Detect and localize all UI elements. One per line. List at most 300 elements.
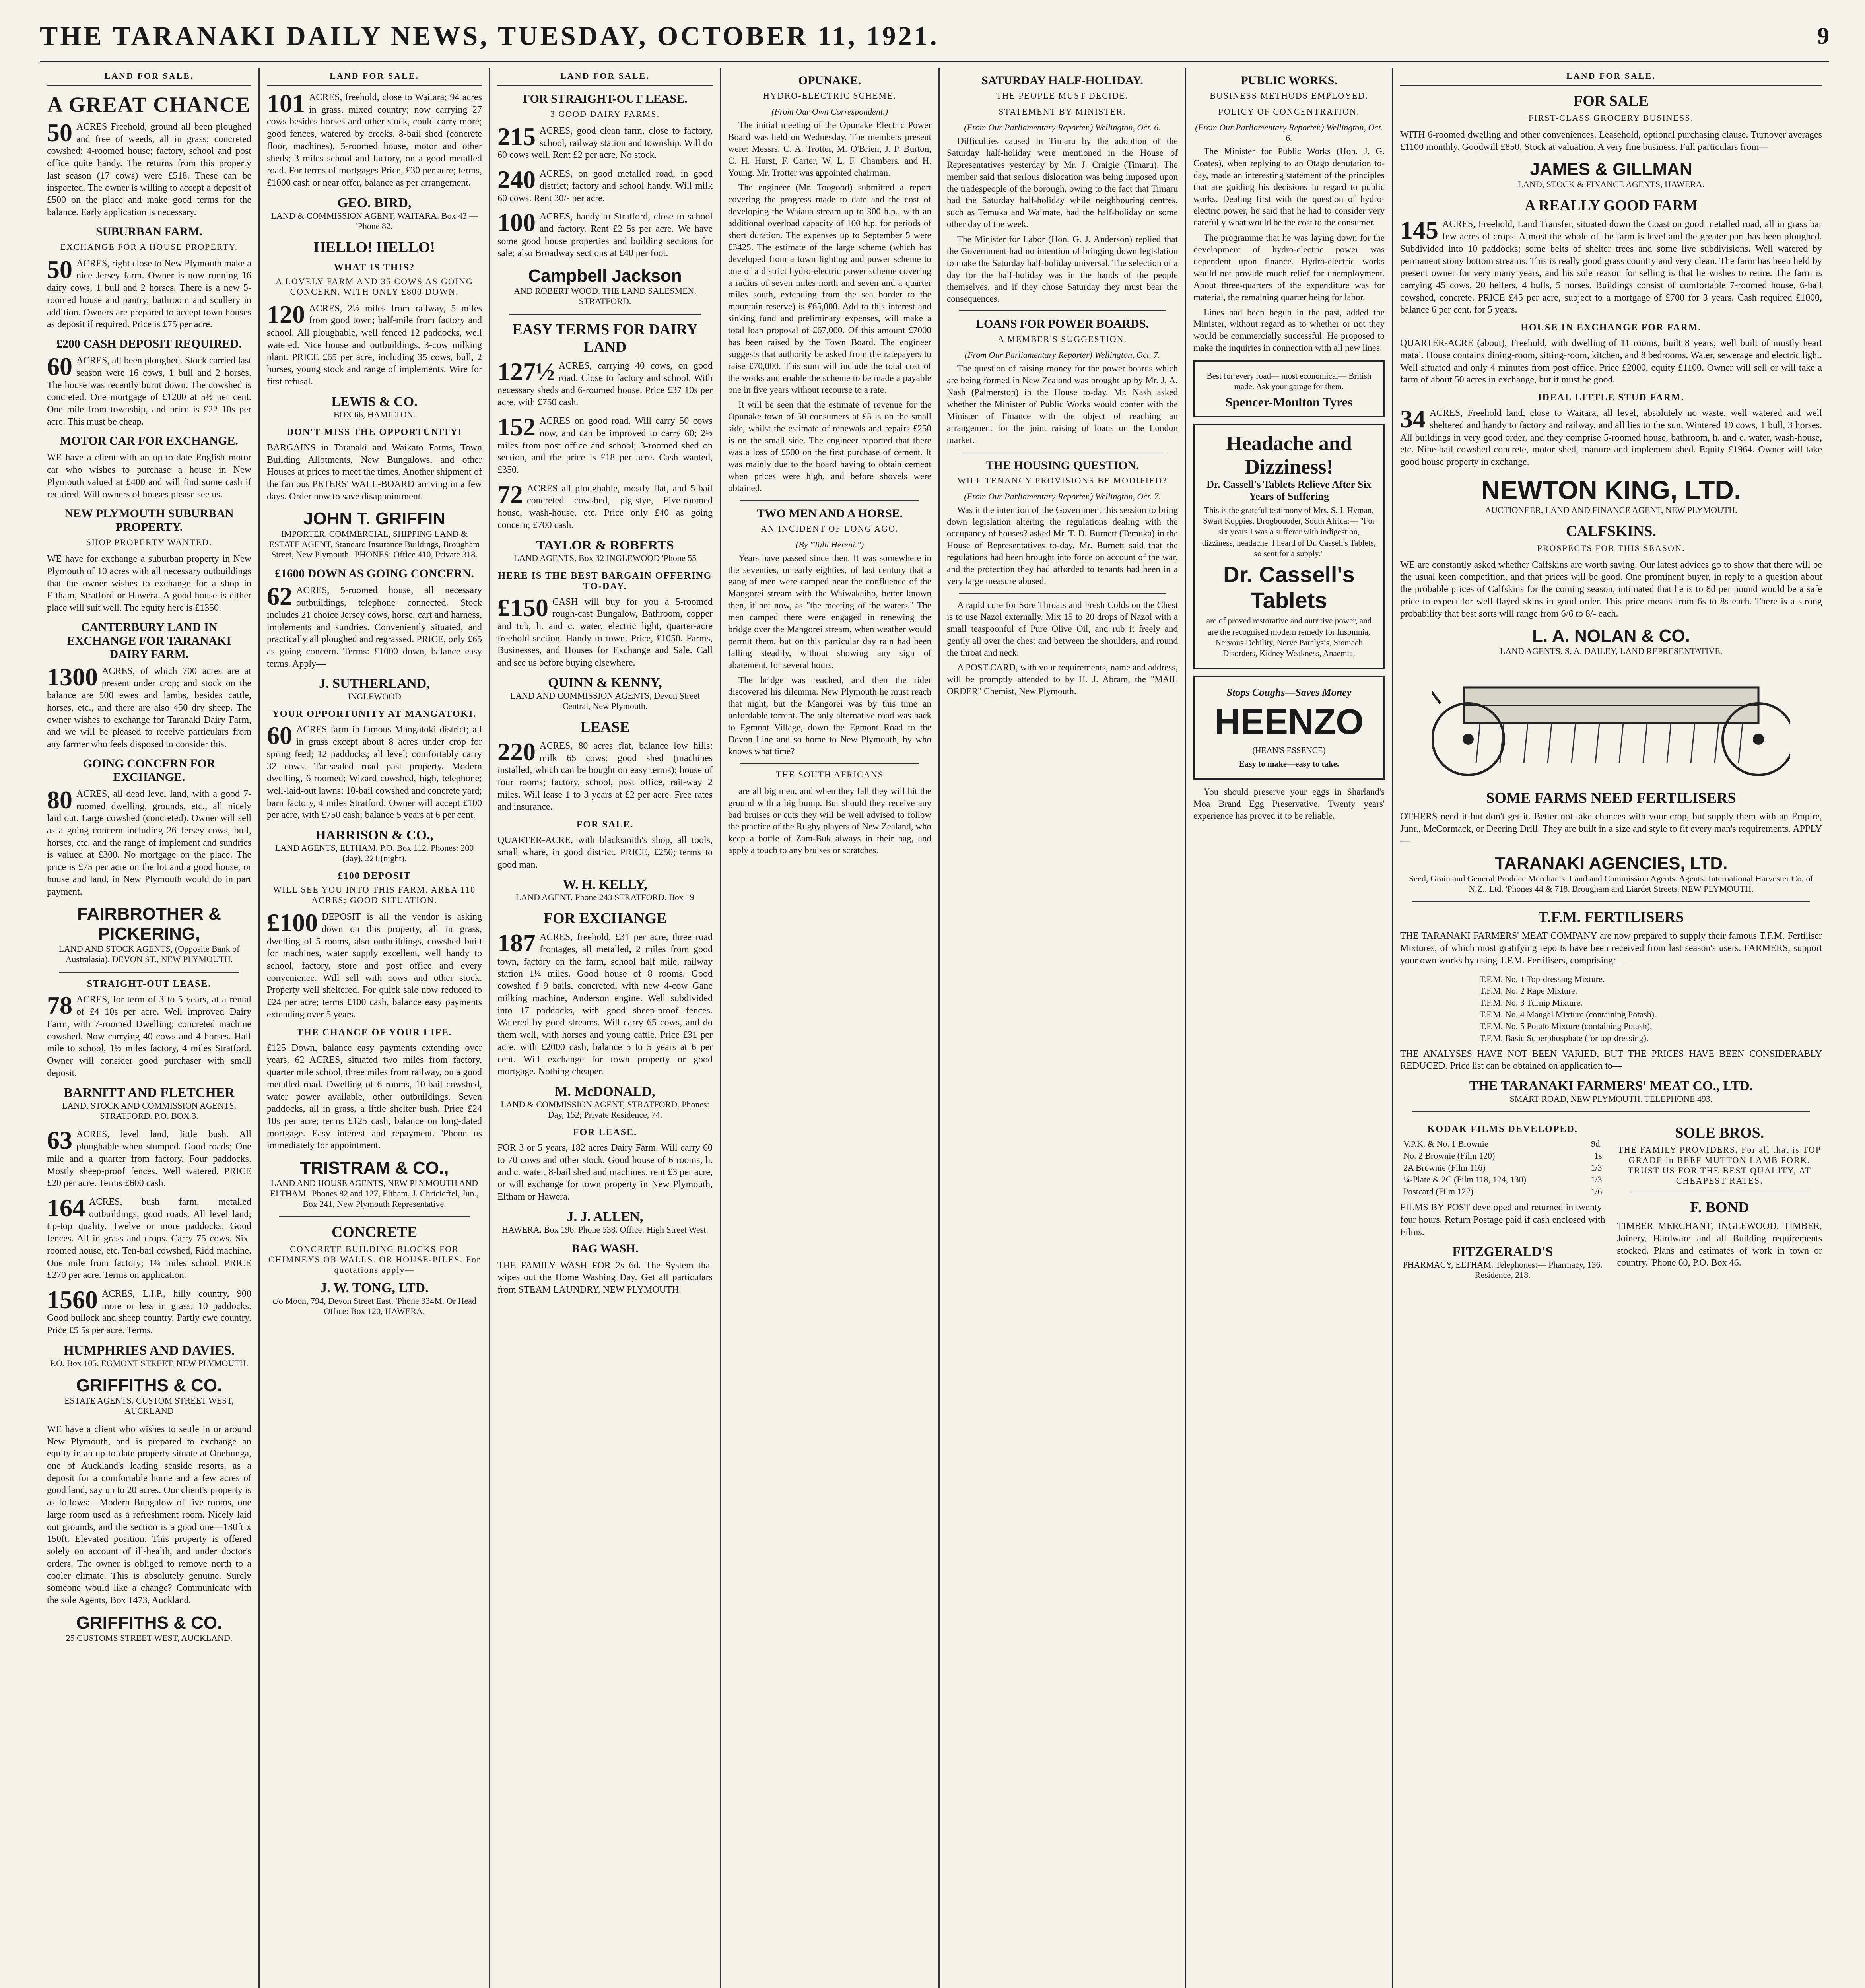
agent-block [47, 1376, 251, 1416]
advert-text: BARGAINS in Taranaki and Waikato Farms, Town Building Allotments, New Bungalows, and other Houses at prices to meet the times. Another shipment of the famous PETERS' WALL-BOARD arriving in a few days. Order now to save disappointment. [267, 442, 482, 502]
advert-text: ACRES, of which 700 acres are at present under crop; and stock on the balance are 500 ewes and lambs, besides cattle, horses, etc., and there are also 450 dry sheep. The owner wishes to exchange for Taranaki Dairy Farm, and we will be pleased to receive particulars from any farmer who feels disposed to consider this. [47, 666, 251, 750]
advert-text: ACRES Freehold, ground all been ploughed and free of weeds, all in grass; concreted cowshed; 4-roomed house; factory, school and post office quite handy. The returns from this property last season (17 cows) were £518. These can be inspected. The owner is willing to accept a deposit of £500 on the place and make good terms for the balance. Early application is necessary. [47, 122, 251, 218]
ad-headline: SOLE BROS. [1675, 1124, 1764, 1142]
ad-headline: A GREAT CHANCE [47, 93, 251, 116]
land-advert [47, 662, 251, 751]
divider [1412, 1111, 1810, 1112]
table-row [1400, 1138, 1605, 1150]
ad-headline: FOR LEASE. [573, 1127, 637, 1138]
agent-name: Campbell Jackson [528, 266, 682, 286]
agent-name: THE TARANAKI FARMERS' MEAT CO., LTD. [1469, 1079, 1753, 1094]
agent-name: J. J. ALLEN, [567, 1209, 643, 1224]
column-4 [721, 68, 938, 1988]
ad-headline: IDEAL LITTLE STUD FARM. [1538, 392, 1684, 403]
agent-name: BARNITT AND FLETCHER [63, 1085, 235, 1101]
acreage: 50 [47, 118, 72, 147]
divider [59, 972, 239, 973]
land-advert [497, 593, 713, 669]
list-item: T.F.M. No. 1 Top-dressing Mixture. [1480, 974, 1605, 984]
advert-text: WITH 6-roomed dwelling and other conveniences. Leasehold, optional purchasing clause. Turnover averages £1100 monthly. Goodwill £850. Stock at valuation. A very fine business. Full particulars from— [1400, 130, 1822, 152]
advert-text: are of proved restorative and nutritive power, and are the recognised modern remedy for Insomnia, Nervous Debility, Nerve Paralysis, Stomach Disorders, Kidney Weakness, Anaemia. [1206, 616, 1372, 658]
agent-details: LAND AGENTS. S. A. DAILEY, LAND REPRESENTATIVE. [1500, 646, 1723, 656]
ad-headline: MOTOR CAR FOR EXCHANGE. [60, 434, 238, 448]
acreage: 62 [267, 582, 292, 611]
agent-details: LAND AND COMMISSION AGENTS, Devon Street Central, New Plymouth. [510, 690, 700, 711]
ad-headline: EASY TERMS FOR DAIRY LAND [512, 321, 698, 356]
ad-headline: FOR EXCHANGE [543, 910, 667, 927]
land-advert [47, 1128, 251, 1190]
column-2 [260, 68, 489, 1988]
article-dateline: (From Our Parliamentary Reporter) Wellington, Oct. 7. [964, 350, 1160, 360]
agent-name: J. SUTHERLAND, [319, 676, 430, 691]
article-paragraph: The Minister for Labor (Hon. G. J. Anderson) replied that the Government had no intention of bringing down legislation to make the Saturday half-holiday universal. The selection of a day for the half-holiday was in the hands of the people themselves, and if they chose Saturday they must bear the consequences. [947, 234, 1178, 304]
price-item: V.P.K. & No. 1 Brownie [1403, 1139, 1488, 1149]
list-item: T.F.M. Basic Superphosphate (for top-dressing). [1480, 1033, 1649, 1043]
agent-block [497, 266, 713, 307]
brand-name: Dr. Cassell's Tablets [1223, 562, 1355, 613]
advert-text: ACRES, bush farm, metalled outbuildings, good roads. All level land; tip-top quality. Twelve or more paddocks. Good fences. All in grass and crops. Carry 75 cows. Six-roomed house, etc. Ten-bail cowshed, Ridd machine. One mile from factory; 1¾ miles school. PRICE £270 per acre. Terms on application. [47, 1196, 251, 1281]
agent-name: HARRISON & CO., [315, 828, 433, 843]
acreage: £100 [267, 909, 318, 937]
agent-block [47, 904, 251, 965]
land-advert [1400, 218, 1822, 316]
price-item: 2A Brownie (Film 116) [1403, 1163, 1486, 1173]
agent-details: IMPORTER, COMMERCIAL, SHIPPING LAND & ESTATE AGENT, Standard Insurance Buildings, Brougham Street, New Plymouth. 'PHONES: Office 410, Private 318. [269, 529, 480, 560]
advert-text: Easy to make—easy to take. [1239, 759, 1339, 769]
advert-text: WE have a client who wishes to settle in or around New Plymouth, and is prepared to exchange an equity in an up-to-date property situate at Onehunga, one of Auckland's leading seaside resorts, as a deposit for a comfortable home and a few acres of good land, say up to 20 acres. Our client's property is as follows:—Modern Bungalow of five rooms, one large room used as a refreshment room. Nicely laid out grounds, and the section is a good one—130ft x 150ft. Elevated position. This property is offered solely on account of ill-health, and under doctor's orders. The owner is obliged to remove north to a cooler climate. This is absolutely genuine. Surely someone would like a change? Communicate with the sole Agents, Box 1473, Auckland. [47, 1424, 251, 1606]
acreage: 101 [267, 89, 305, 117]
section-heading: LAND FOR SALE. [1400, 68, 1822, 86]
ad-headline: GOING CONCERN FOR EXCHANGE. [83, 757, 216, 784]
column-1 [40, 68, 258, 1988]
acreage: 1560 [47, 1285, 98, 1314]
table-row [1400, 1162, 1605, 1174]
advert-text: ACRES, 80 acres flat, balance low hills; milk 65 cows; good shed (machines installed, which can be bought on easy terms); house of four rooms; factory, school, post office, rail-way 2 miles. Will lease 1 to 3 years at £2 per acre. Free rates and insurance. [497, 740, 713, 812]
agent-details: ESTATE AGENTS. CUSTOM STREET WEST, AUCKLAND [64, 1395, 234, 1416]
land-advert [47, 991, 251, 1079]
advert-text: ACRES, all been ploughed. Stock carried last season were 16 cows, 1 bull and 2 horses. The house was recently burnt down. The cowshed is concreted. One mortgage of £1200 at 5½ per cent. One mile from township, and price is £22 10s per acre. This must be cheap. [47, 355, 251, 427]
land-advert [497, 480, 713, 532]
ad-headline: WHAT IS THIS? [334, 262, 415, 273]
section-heading: LAND FOR SALE. [47, 68, 251, 86]
agent-details: LAND AND STOCK AGENTS, (Opposite Bank of Australasia). DEVON ST., NEW PLYMOUTH. [58, 944, 240, 965]
advert-text: ACRES, Freehold, Land Transfer, situated down the Coast on good metalled road, all in grass bar few acres of crops. Almost the whole of the farm is level and the greater part has been ploughed. Subdivided into 10 paddocks; some belts of shelter trees and some live subdivisions. Well watered by permanent stony bottom streams. This is really good grass country and very clean. The farm has been held by present owner for very many years, and his sole reason for selling is that he wishes to retire. The farm is carrying 45 cows, 20 heifers, 4 bulls, 5 horses. Buildings consist of comfortable 7-roomed house, 6-bail cowshed, concrete. PRICE £45 per acre, subject to a mortgage of £700 for 3 years. Cash required £1000, balance 6 per cent. for 5 years. [1400, 219, 1822, 315]
agent-name: TRISTRAM & CO., [300, 1158, 449, 1178]
ad-headline: THE CHANCE OF YOUR LIFE. [297, 1027, 452, 1038]
advert-text: THE FAMILY WASH FOR 2s 6d. The System that wipes out the Home Washing Day. Get all particulars from STEAM LAUNDRY, NEW PLYMOUTH. [497, 1260, 713, 1295]
land-advert [497, 165, 713, 204]
agent-details: P.O. Box 105. EGMONT STREET, NEW PLYMOUTH. [50, 1358, 249, 1368]
ad-headline: HERE IS THE BEST BARGAIN OFFERING TO-DAY. [498, 570, 712, 592]
article-paragraph: are all big men, and when they fall they will hit the ground with a big bump. But should they receive any bad bruises or cuts they will be well advised to follow the practice of the Rugby players of New Zealand, who keep a bottle of Zam-Buk always in their bag, and apply a touch to any bruises or scratches. [728, 786, 931, 856]
masthead [40, 12, 1829, 62]
agent-details: HAWERA. Box 196. Phone 538. Office: High Street West. [502, 1224, 708, 1235]
land-advert [497, 931, 713, 1078]
article-headline: THE HOUSING QUESTION. [985, 458, 1139, 472]
advert-text: ACRES, freehold, close to Waitara; 94 acres in grass, mixed country; now carrying 27 cows besides horses and other stock, could carry more; good fences, watered by creeks, 8-bail shed (concrete floor, machines), 5-roomed house, motor and other sheds; 3 miles school and factory, on a good metalled road. For terms of mortgages Price, £30 per acre; terms, £1000 cash or near offer, balance as per arrangement. [267, 92, 482, 188]
agent-name: JOHN T. GRIFFIN [303, 509, 445, 529]
acreage: 80 [47, 785, 72, 814]
agent-name: GRIFFITHS & CO. [76, 1613, 222, 1633]
acreage: 63 [47, 1126, 72, 1155]
advert-text: WE have a client with an up-to-date English motor car who wishes to purchase a house in New Plymouth valued at £400 and will find some cash if required. Will owners of houses please see us. [47, 452, 251, 500]
agent-block [497, 538, 713, 563]
ad-headline: A REALLY GOOD FARM [1525, 197, 1698, 214]
advert-subheading: Dr. Cassell's Tablets Relieve After Six Years of Suffering [1206, 478, 1372, 502]
land-advert [47, 785, 251, 898]
article-subheading: A MEMBER'S SUGGESTION. [998, 334, 1127, 344]
advert-text: TIMBER MERCHANT, INGLEWOOD. TIMBER, Joinery, Hardware and all Building requirements stocked. Plans and estimates of work in town or country. 'Phone 60, P.O. Box 46. [1617, 1221, 1822, 1268]
agent-block [267, 676, 482, 702]
advert-text: QUARTER-ACRE (about), Freehold, with dwelling of 11 rooms, built 8 years; well built of mostly heart matai. House contains dining-room, sitting-room, kitchen, and 8 bedrooms. Water, sewerage and electric light. Well situated and only 4 minutes from post office. Price £2000, equity £1100. Owner will sell or will take a farm of about 50 acres in exchange, but it must be good. [1400, 338, 1822, 385]
land-advert [497, 208, 713, 260]
agent-block [497, 1084, 713, 1120]
article-headline: LOANS FOR POWER BOARDS. [975, 317, 1149, 331]
agent-block [497, 1209, 713, 1235]
divider [279, 1216, 470, 1217]
column-7 [1393, 68, 1829, 1988]
agent-name: FAIRBROTHER & PICKERING, [77, 904, 221, 944]
article-subheading: STATEMENT BY MINISTER. [999, 107, 1126, 116]
article-paragraph: The Minister for Public Works (Hon. J. G. Coates), when replying to an Otago deputation to-day, made an interesting statement of the principles that are guiding his decisions in regard to public works. Dealing first with the question of hydro-electric power, he said that he had to consider very carefully what would be the cost to the consumer. [1193, 146, 1385, 228]
land-advert [47, 255, 251, 331]
agent-block [1400, 159, 1822, 190]
list-item: T.F.M. No. 2 Rape Mixture. [1480, 986, 1577, 996]
article-headline: SATURDAY HALF-HOLIDAY. [981, 74, 1143, 87]
article-subheading: WILL TENANCY PROVISIONS BE MODIFIED? [957, 475, 1168, 485]
ad-headline: NEW PLYMOUTH SUBURBAN PROPERTY. [64, 507, 234, 534]
agent-block [1400, 1079, 1822, 1104]
ad-headline: CANTERBURY LAND IN EXCHANGE FOR TARANAKI DAIRY FARM. [67, 620, 231, 661]
price-item: Postcard (Film 122) [1403, 1186, 1473, 1197]
table-row [1400, 1150, 1605, 1162]
advert-text: ACRES, 5-roomed house, all necessary outbuildings, telephone connected. Stock includes 21 choice Jersey cows, horse, cart and harness, implements and sundries. Conveniently situated, and practically all ploughed and regrassed. PRICE, only £65 as going concern. Terms: £1000 down, balance easy terms. Apply— [267, 585, 482, 669]
article-subheading: HYDRO-ELECTRIC SCHEME. [763, 91, 896, 101]
acreage: 145 [1400, 216, 1438, 245]
page-number: 9 [1817, 22, 1829, 49]
acreage: 215 [497, 122, 536, 151]
advert-text: ACRES farm in famous Mangatoki district; all in grass except about 8 acres under crop for spring feed; 12 paddocks; all level; comfortably carry 32 cows. Tar-sealed road past property. Modern dwelling, 6-roomed; Wizard cowshed, high, telephone; well-laid-out lawns; 10-bail cowshed and concrete yard; barn factory, 4 miles Stratford. Owner will accept £100 per acre, with £750 cash; balance 5 years at 6 per cent. [267, 724, 482, 821]
land-advert [47, 352, 251, 428]
agent-name: HUMPHRIES AND DAVIES. [63, 1343, 235, 1358]
table-row [1400, 1186, 1605, 1198]
advert-text: OTHERS need it but don't get it. Better not take chances with your crop, but supply them with an Empire, Junr., McCormack, or Deering Drill. They are built in a size and style to fit every man's requirements. APPLY— [1400, 812, 1822, 846]
agent-details: LAND, STOCK AND COMMISSION AGENTS. STRATFORD. P.O. BOX 3. [62, 1101, 237, 1121]
article-subheading: THE PEOPLE MUST DECIDE. [996, 91, 1129, 101]
land-advert [47, 1193, 251, 1281]
ad-headline: HELLO! HELLO! [313, 239, 435, 256]
article-dateline: (From Our Parliamentary Reporter.) Wellington, Oct. 7. [964, 491, 1161, 501]
agent-block [267, 828, 482, 864]
agent-name: NEWTON KING, LTD. [1481, 475, 1741, 505]
article-paragraph: The programme that he was laying down for the development of hydro-electric power was dependent upon finance. Hydro-electric works would not provide much relief for unemployment. About three-quarters of the expenditure was for material, the remaining quarter being for labor. [1193, 233, 1385, 302]
advert-text: FOR 3 or 5 years, 182 acres Dairy Farm. Will carry 60 to 70 cows and other stock. Good house of 6 rooms, h. and c. water, 8-bail shed and machines, rent £3 per acre, or will exchange for town property in New Plymouth, Eltham or Hawera. [497, 1142, 713, 1202]
agent-block [267, 509, 482, 560]
land-advert [267, 721, 482, 821]
divider [959, 593, 1166, 594]
agent-details: c/o Moon, 794, Devon Street East. 'Phone 334M. Or Head Office: Box 120, HAWERA. [272, 1296, 476, 1316]
ad-headline: FOR SALE. [576, 819, 634, 830]
article-subheading: THE SOUTH AFRICANS [776, 769, 884, 779]
agent-block [1400, 1244, 1605, 1280]
ad-headline: STRAIGHT-OUT LEASE. [87, 979, 212, 990]
acreage: 60 [47, 352, 72, 381]
agent-name: TARANAKI AGENCIES, LTD. [1494, 854, 1728, 874]
advert-text: ACRES, level land, little bush. All ploughable when stumped. Good roads; One mile and a quarter from factory. Four paddocks. Mostly sheep-proof fences. Well watered. PRICE £20 per acre. Terms £600 cash. [47, 1129, 251, 1189]
divider [740, 763, 919, 764]
heenzo-advert [1193, 676, 1385, 779]
ad-headline: BAG WASH. [571, 1242, 639, 1255]
agent-block [497, 676, 713, 711]
land-advert [497, 357, 713, 409]
advert-text: ACRES, all dead level land, with a good 7-roomed dwelling, grounds, etc., all nicely laid out. Large cowshed (concreted). Owner will sell as a going concern including 26 Jersey cows, bull, horses, etc. and the range of implement and sundries is valued at £300. No mortgage on the place. The price is £75 per acre on the lot and a good house, or house and land, in New Plymouth would do in part payment. [47, 788, 251, 897]
ad-headline: F. BOND [1690, 1199, 1749, 1216]
column-3 [490, 68, 720, 1988]
article-paragraph: It will be seen that the estimate of revenue for the Opunake town of 50 consumers at £5 is on the small side, whilst the estimate of renewals and repairs £250 is on the small side. The engineer reported that there was a loss of £500 on the first purchase of cement. It was mainly due to the board having to obtain cement when prices were high, and before shovels were obtained. [728, 400, 931, 493]
article-headline: PUBLIC WORKS. [1241, 74, 1337, 87]
price-item: ¼-Plate & 2C (Film 118, 124, 130) [1403, 1175, 1527, 1185]
advert-text: THE TARANAKI FARMERS' MEAT COMPANY are now prepared to supply their famous T.F.M. Fertiliser Mixtures, of which most gratifying reports have been received from last season's users. FARMERS, support your own works by using T.F.M. Fertilisers, comprising:— [1400, 931, 1822, 966]
ad-headline: £1600 DOWN AS GOING CONCERN. [275, 567, 474, 580]
agent-block [1400, 475, 1822, 515]
article-dateline: (From Our Parliamentary Reporter.) Wellington, Oct. 6. [1195, 122, 1383, 143]
ad-headline: SUBURBAN FARM. [96, 225, 202, 238]
article-paragraph: Was it the intention of the Government this session to bring down legislation altering the regulations dealing with the occupancy of houses? asked Mr. T. D. Burnett (Temuka) in the House of Representatives to-day. Mr. Burnett said that the regulations had been brought into force on account of the war, and the protection they had afforded to tenants had been in a very large measure abused. [947, 505, 1178, 586]
acreage: 1300 [47, 662, 98, 691]
article-paragraph: A rapid cure for Sore Throats and Fresh Colds on the Chest is to use Nazol externally. Mix 15 to 20 drops of Nazol with a small teaspoonful of Pure Olive Oil, and rub it freely and gently all over the chest and between the shoulders, and round the throat and neck. [947, 600, 1178, 658]
acreage: 220 [497, 737, 536, 766]
ad-headline: T.F.M. FERTILISERS [1538, 909, 1684, 926]
agent-name: FITZGERALD'S [1452, 1244, 1553, 1260]
advert-text: ACRES all ploughable, mostly flat, and 5-bail concreted cowshed, pig-stye, Five-roomed house, wash-house, etc. Price only £40 as going concern; £700 cash. [497, 483, 713, 530]
advert-text: CASH will buy for you a 5-roomed rough-cast Bungalow, Bathroom, copper and tub, h. and c. water, electric light, quarter-acre freehold section. Handy to town. Price, £1050. Farms, Businesses, and Houses for Exchange and Sale. Call and see us before buying elsewhere. [497, 596, 713, 668]
tyres-advert [1193, 360, 1385, 417]
advert-text: DEPOSIT is all the vendor is asking down on this property, all in grass, dwelling of 5 rooms, also outbuildings, cowshed built for machines, water supply excellent, well handy to school, factory, store and post office and every convenience. Will sell with cows and other stock. Property well sheltered. For quick sale now reduced to £24 per acre; terms £100 cash, balance easy payments extending over 5 years. [267, 912, 482, 1020]
article-paragraph: The initial meeting of the Opunake Electric Power Board was held on Wednesday. The members present were: Messrs. C. A. Trotter, M. O'Brien, J. P. Burton, C. H. Hurst, F. Carter, W. L. F. Chambers, and H. Young. Mr. Trotter was appointed chairman. [728, 120, 931, 178]
agent-name: LEWIS & CO. [331, 394, 418, 409]
ad-subheading: 3 GOOD DAIRY FARMS. [550, 109, 660, 119]
article-subheading: POLICY OF CONCENTRATION. [1218, 107, 1360, 116]
advert-subheading: (HEAN'S ESSENCE) [1252, 746, 1326, 755]
list-item: T.F.M. No. 3 Turnip Mixture. [1480, 997, 1583, 1008]
advert-text: ACRES, handy to Stratford, close to school and factory. Rent £2 5s per acre. We have some good house properties and building sections for sale; also Broadway sections at £40 per foot. [497, 212, 713, 259]
article-subheading: BUSINESS METHODS EMPLOYED. [1210, 91, 1368, 101]
acreage: 127½ [497, 357, 555, 386]
agent-details: PHARMACY, ELTHAM. Telephones:— Pharmacy, 136. Residence, 218. [1403, 1260, 1603, 1280]
agent-name: W. H. KELLY, [563, 877, 647, 892]
ad-subheading: EXCHANGE FOR A HOUSE PROPERTY. [60, 241, 238, 252]
agent-block [267, 196, 482, 231]
agent-details: AND ROBERT WOOD. THE LAND SALESMEN, STRATFORD. [514, 286, 696, 307]
agent-details: SMART ROAD, NEW PLYMOUTH. TELEPHONE 493. [1509, 1094, 1713, 1104]
ad-headline: £200 CASH DEPOSIT REQUIRED. [56, 337, 242, 351]
advert-text: Best for every road— most economical— British made. Ask your garage for them. [1206, 371, 1372, 392]
kodak-advert [1400, 1118, 1605, 1287]
brand-name: Spencer-Moulton Tyres [1225, 394, 1353, 409]
article-paragraph: Years have passed since then. It was somewhere in the seventies, or early eighties, of last century that a gang of men were camped near the confluence of the Mangorei stream with the Waiwakaiho, better known then, if not now, as "the meeting of the waters." The men camped there were engaged in renewing the bridge over the Mangorei stream, when weather would permit them, but on this particular day rain had been falling steadily, without showing any sign of abatement, for several hours. [728, 553, 931, 670]
price-value: 1/3 [1591, 1175, 1602, 1185]
ad-headline: SOME FARMS NEED FERTILISERS [1486, 790, 1736, 807]
price-value: 1/3 [1591, 1163, 1602, 1173]
agent-details: AUCTIONEER, LAND AND FINANCE AGENT, NEW PLYMOUTH. [1485, 505, 1737, 515]
brand-name: HEENZO [1214, 702, 1364, 742]
agent-block [267, 394, 482, 420]
advert-text: This is the grateful testimony of Mrs. S. J. Hyman, Swart Koppies, Drogbouoder, South Africa:— "For six years I was a sufferer with indigestion, dizziness, headache. I heard of Dr. Cassell's Tablets, so sent for a supply." [1202, 505, 1376, 558]
article-paragraph: The bridge was reached, and then the rider discovered his dilemma. New Plymouth he must reach that night, but the Mangorei was by this time an unfordable torrent. The only alternative road was back to Egmont Village, down the Egmont Road to the Devon Line and so home to New Plymouth, by who knows what time? [728, 675, 931, 756]
list-item: T.F.M. No. 5 Potato Mixture (containing Potash). [1480, 1021, 1652, 1031]
agent-block [47, 1343, 251, 1369]
ad-headline: CONCRETE [331, 1224, 418, 1241]
land-advert [47, 118, 251, 219]
advert-text: ACRES, right close to New Plymouth make a nice Jersey farm. Owner is now running 16 dairy cows, 1 bull and 2 horses. There is a new 5-roomed house and pantry, bathroom and scullery in addition. Owners are prepared to accept town houses as deposit if required. Price is £75 per acre. [47, 258, 251, 330]
article-dateline: (From Our Parliamentary Reporter.) Wellington, Oct. 6. [964, 122, 1161, 132]
acreage: 240 [497, 165, 536, 194]
advert-text: WE are constantly asked whether Calfskins are worth saving. Our latest advices go to show that there will be the usual keen competition, and that prices will be good. One prominent buyer, in reply to a question about the probable prices of Calfskins for the coming season, intimated that he is to 8d per pound would be a safe price to expect for well-flayed skins in good order. This price means from 6s to 8s each. There is a strong probability that best sorts will range from 6/6 to 8/- each. [1400, 559, 1822, 619]
price-value: 9d. [1591, 1139, 1602, 1149]
agent-name: GRIFFITHS & CO. [76, 1375, 222, 1395]
advert-text: ACRES, carrying 40 cows, on good road. Close to factory and school. With necessary sheds and 6-roomed house. Price £37 10s per acre, with £750 cash. [497, 361, 713, 408]
column-6 [1186, 68, 1392, 1988]
agent-block [1400, 854, 1822, 894]
agent-details: LAND AGENT, Phone 243 STRATFORD. Box 19 [515, 892, 695, 903]
ad-headline: DON'T MISS THE OPPORTUNITY! [287, 427, 462, 437]
article-paragraph: You should preserve your eggs in Sharland's Moa Brand Egg Preservative. Twenty years' experience has proved it to be reliable. [1193, 786, 1385, 821]
tfm-mixture-list [1400, 973, 1822, 1044]
advert-text: ACRES, on good metalled road, in good district; factory and school handy. Will milk 60 cows. Rent 30/- per acre. [497, 169, 713, 204]
agent-block [1400, 626, 1822, 656]
bottom-adverts-row [1400, 1118, 1822, 1287]
advert-text: ACRES on good road. Will carry 50 cows now, and can be improved to carry 60; 2½ miles from post office and school; 3-roomed shed on section, and the price is £18 per acre. Cash wanted, £350. [497, 416, 713, 475]
ad-headline: KODAK FILMS DEVELOPED, [1427, 1124, 1578, 1135]
article-paragraph: The question of raising money for the power boards which are being formed in New Zealand was brought up by Mr. J. A. Nash (Palmerston) in the House to-day. Mr. Nash asked whether the Minister of Public Works would confer with the Minister of Finance with the object of reaching an arrangement for the joint raising of loans on the London market. [947, 363, 1178, 445]
advert-text: ACRES, freehold, £31 per acre, three road frontages, all metalled, 2 miles from good town, factory on the farm, school half mile, railway station 1¼ miles. Good house of 8 rooms. Good cowshed f 9 bails, concreted, with new 4-cow Gane milking machine, Anderson engine. Well subdivided into 17 paddocks, with good sheep-proof fences. Watered by good streams. Will carry 65 cows, and do them well, with horses and young cattle. Price £31 per acre, with £2000 cash, balance 5 to 5 years at 6 per cent. Will exchange for town property or good mortgage. Nothing cheaper. [497, 932, 713, 1077]
acreage: £150 [497, 593, 548, 622]
agent-block [267, 1281, 482, 1316]
article-paragraph: Lines had been begun in the past, added the Minister, without regard as to whether or not they would be commercially successful. He proposed to make the inquiries in connection with all new lines. [1193, 307, 1385, 353]
agent-name: JAMES & GILLMAN [1530, 159, 1692, 179]
ad-headline: FOR SALE [1574, 93, 1649, 109]
seed-drill-illustration [1432, 664, 1790, 783]
agent-block [497, 877, 713, 903]
ad-headline: CALFSKINS. [1566, 522, 1656, 540]
advert-text: ACRES, Freehold land, close to Waitara, all level, absolutely no waste, well watered and well sheltered and handy to factory and railway, and all lies to the sun. Wintered 19 cows, 1 bull, 3 horses. All buildings in very good order, and they comprise 5-roomed house, bathroom, h. and c. water, wash-house, etc. Nine-bail cowshed concrete, motor shed, manure and implement shed. Equity £1964. Owner will take good house property in exchange. [1400, 408, 1822, 467]
acreage: 60 [267, 721, 292, 750]
agent-details: INGLEWOOD [348, 691, 401, 702]
acreage: 100 [497, 208, 536, 237]
article-headline: OPUNAKE. [798, 74, 861, 87]
advert-text: QUARTER-ACRE, with blacksmith's shop, all tools, small whare, in good district. PRICE, £250; terms to good man. [497, 835, 713, 870]
agent-block [47, 1613, 251, 1643]
ad-headline: HOUSE IN EXCHANGE FOR FARM. [1521, 322, 1702, 333]
land-advert [497, 415, 713, 476]
agent-details: LAND AGENTS, Box 32 INGLEWOOD 'Phone 55 [513, 553, 697, 563]
acreage: 72 [497, 480, 523, 509]
ad-headline: FOR STRAIGHT-OUT LEASE. [523, 92, 688, 105]
section-heading: LAND FOR SALE. [497, 68, 713, 86]
acreage: 187 [497, 929, 536, 957]
article-paragraph: The engineer (Mr. Toogood) submitted a report covering the progress made to date and the cost of developing the Waiaua stream up to 300 h.p., with an additional overload capacity of 100 h.p. for periods of short duration. The expenses up to September 5 were £3425. The estimate of the large scheme (which has developed from a town lighting and power scheme to one of a district hydro-electric power scheme covering a radius of seven miles north and seven and a quarter miles south, extending from the sea border to the mountain reserve) is £65,000. Add to this interest and sinking fund and preliminary expenses, will make a total loan proposal of £67,000. Of this amount £7000 has been raised by the Town Board. The engineer suggests that authority be asked from the ratepayers to raise £70,000. This sum will include the total cost of the works and enable the scheme to be made a payable one in five years without recourse to a rate. [728, 182, 931, 395]
agent-details: LAND AND HOUSE AGENTS, NEW PLYMOUTH AND ELTHAM. 'Phones 82 and 127, Eltham. J. Chricieffel, Jun., Box 241, New Plymouth Representative. [270, 1178, 479, 1209]
acreage: 78 [47, 991, 72, 1020]
ad-headline: £100 DEPOSIT [338, 871, 411, 881]
land-advert [1400, 407, 1822, 468]
sole-bond-adverts [1617, 1118, 1822, 1287]
land-advert [267, 300, 482, 388]
agent-details: LAND, STOCK & FINANCE AGENTS, HAWERA. [1517, 179, 1705, 190]
agent-block [47, 1085, 251, 1121]
agent-name: TAYLOR & ROBERTS [536, 538, 674, 553]
acreage: 34 [1400, 405, 1426, 433]
advert-tagline: Stops Coughs—Saves Money [1226, 687, 1352, 699]
land-advert [267, 91, 482, 189]
ad-subheading: CONCRETE BUILDING BLOCKS FOR CHIMNEYS OR WALLS. OR HOUSE-PILES. For quotations apply— [268, 1244, 481, 1275]
land-advert [497, 122, 713, 161]
advert-text: ACRES, L.I.P., hilly country, 900 more or less in grass; 10 paddocks. Good bullock and sheep country. Partly ewe country. Price £5 5s per acre. Terms. [47, 1289, 251, 1336]
agent-name: QUINN & KENNY, [548, 675, 662, 690]
advert-text: WE have for exchange a suburban property in New Plymouth of 10 acres with all necessary outbuildings that the owner wishes to exchange for a shop in Eltham, Stratford or Hawera. A good house is either place will suit well. The equity here is £1350. [47, 554, 251, 613]
acreage: 120 [267, 300, 305, 328]
acreage: 164 [47, 1193, 85, 1222]
price-value: 1/6 [1591, 1186, 1602, 1197]
land-advert [267, 911, 482, 1021]
cassell-advert [1193, 424, 1385, 670]
agent-block [267, 1158, 482, 1209]
agent-details: Seed, Grain and General Produce Merchants. Land and Commission Agents. Agents: International Harvester Co. of N.Z., Ltd. 'Phones 44 & 718. Brougham and Liardet Streets. NEW PLYMOUTH. [1409, 874, 1813, 894]
article-subheading: AN INCIDENT OF LONG AGO. [761, 523, 899, 534]
advert-text: ACRES, good clean farm, close to factory, school, railway station and township. Will do 60 cows well. Rent £2 per acre. No stock. [497, 126, 713, 161]
ad-subheading: PROSPECTS FOR THIS SEASON. [1537, 543, 1685, 553]
agent-details: LAND & COMMISSION AGENT, WAITARA. Box 43 — 'Phone 82. [271, 210, 478, 231]
land-advert [497, 737, 713, 813]
agent-details: LAND & COMMISSION AGENT, STRATFORD. Phones: Day, 152; Private Residence, 74. [501, 1099, 709, 1120]
ad-subheading: SHOP PROPERTY WANTED. [86, 537, 212, 547]
section-heading: LAND FOR SALE. [267, 68, 482, 86]
advert-headline: Headache and Dizziness! [1226, 432, 1352, 478]
divider [509, 314, 701, 315]
advert-text: £125 Down, balance easy payments extending over years. 62 ACRES, situated two miles from factory, quarter mile school, three miles from railway, on a good metalled road. Dwelling of 6 rooms, 10-bail cowshed, water power available, other outbuildings. Seven paddocks, all in grass, a little shelter bush. Price £24 10s per acre; terms £125 cash, balance on long-dated mortgage. Easy interest and repayment. 'Phone us immediately for appointment. [267, 1043, 482, 1151]
ad-subheading: WILL SEE YOU INTO THIS FARM. AREA 110 ACRES; GOOD SITUATION. [273, 885, 476, 905]
article-dateline: (From Our Own Correspondent.) [771, 107, 888, 116]
divider [1412, 901, 1810, 902]
advert-text: ACRES, for term of 3 to 5 years, at a rental of £4 10s per acre. Well improved Dairy Farm, with 7-roomed Dwelling; concreted machine cowshed. Now carrying 40 cows and 4 horses. Half mile to school, 1½ miles factory, 4 miles Stratford. Owner will consider good purchaser with small deposit. [47, 994, 251, 1078]
land-advert [267, 584, 482, 670]
agent-name: L. A. NOLAN & CO. [1532, 626, 1690, 646]
masthead-title: THE TARANAKI DAILY NEWS, TUESDAY, OCTOBER 11, 1921. [40, 20, 939, 51]
agent-name: M. McDONALD, [555, 1084, 655, 1099]
ad-subheading: THE FAMILY PROVIDERS, For all that is TOP GRADE in BEEF MUTTON LAMB PORK. TRUST US FOR THE BEST QUALITY, AT CHEAPEST RATES. [1618, 1145, 1822, 1186]
agent-details: BOX 66, HAMILTON. [333, 409, 416, 419]
article-paragraph: A POST CARD, with your requirements, name and address, will be promptly attended to by H. J. Abram, the "MAIL ORDER" Chemist, New Plymouth. [947, 662, 1178, 697]
article-byline: (By "Tahi Hereni.") [795, 539, 864, 549]
price-item: No. 2 Brownie (Film 120) [1403, 1151, 1495, 1161]
table-row [1400, 1174, 1605, 1186]
price-value: 1s [1594, 1151, 1602, 1161]
article-paragraph: Difficulties caused in Timaru by the adoption of the Saturday half-holiday were mentioned in the House of Representatives yesterday by Mr. J. Craigie (Timaru). The member said that serious dislocation was being imposed upon the tradespeople of the borough, owing to the fact that Timaru had the Saturday half-holiday while neighbouring centres, such as Temuka and Waimate, had the half-holiday on some other day of the week. [947, 136, 1178, 229]
acreage: 50 [47, 255, 72, 283]
agent-details: 25 CUSTOMS STREET WEST, AUCKLAND. [66, 1633, 233, 1643]
ad-subheading: A LOVELY FARM AND 35 COWS AS GOING CONCERN, WITH ONLY £800 DOWN. [276, 276, 473, 297]
agent-name: J. W. TONG, LTD. [320, 1281, 429, 1296]
acreage: 152 [497, 413, 536, 441]
ad-subheading: FIRST-CLASS GROCERY BUSINESS. [1528, 113, 1694, 123]
column-5 [940, 68, 1185, 1988]
ad-headline: YOUR OPPORTUNITY AT MANGATOKI. [272, 709, 477, 720]
list-item: T.F.M. No. 4 Mangel Mixture (containing Potash). [1480, 1009, 1657, 1019]
land-advert [47, 1285, 251, 1337]
agent-name: GEO. BIRD, [337, 195, 412, 210]
agent-details: LAND AGENTS, ELTHAM. P.O. Box 112. Phones: 200 (day), 221 (night). [275, 843, 474, 864]
advert-text: ACRES, 2½ miles from railway, 5 miles from good town; half-mile from factory and school. All ploughable, well fenced 12 paddocks, well watered. Nice house and outbuildings, 3-cow milking plant. PRICE £65 per acre, including 35 cows, bull, 2 horses, young stock and range of implements. Wire for first refusal. [267, 303, 482, 387]
